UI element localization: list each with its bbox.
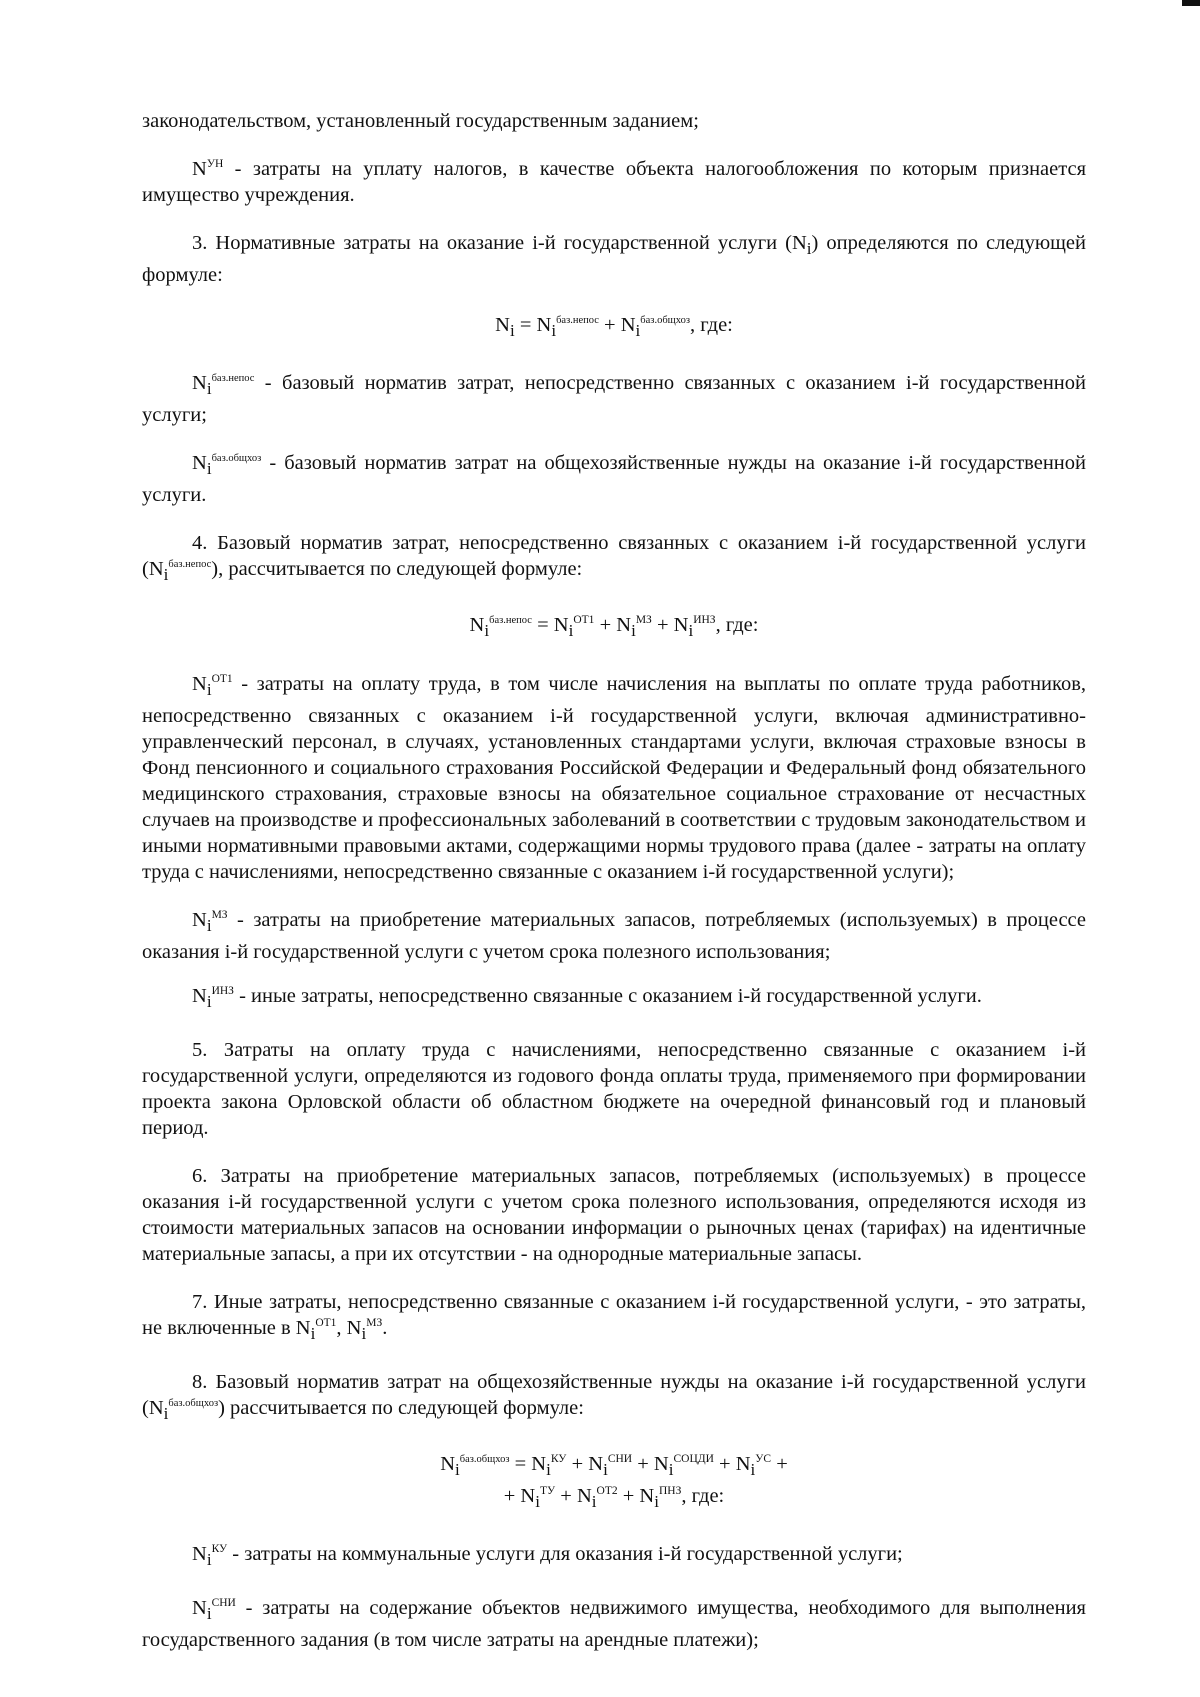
superscript-label: баз.непос xyxy=(489,615,532,627)
subscript-index: i xyxy=(206,1604,212,1624)
superscript-label: ТУ xyxy=(539,1485,556,1498)
subscript-index: i xyxy=(551,321,557,341)
paragraph-3 xyxy=(142,230,1086,288)
superscript-label: баз.непос xyxy=(556,315,599,327)
text-run: N xyxy=(192,372,207,395)
subscript-index: i xyxy=(654,1492,659,1512)
subscript-index: i xyxy=(163,565,169,585)
text-run: , где: xyxy=(715,614,759,637)
text-run: = N xyxy=(509,1453,547,1476)
subscript-index: i xyxy=(206,379,212,399)
text-run: 8. Базовый норматив затрат на общехозяйственные нужды на оказание i-й государственной услуги (N xyxy=(142,1370,1086,1419)
definition-nun xyxy=(142,156,1086,208)
superscript-label: баз.общхоз xyxy=(640,315,690,327)
superscript-label: ИНЗ xyxy=(693,614,716,627)
superscript-label: баз.общхоз xyxy=(211,453,262,465)
formula-line-2 xyxy=(142,1483,1086,1515)
subscript-index: i xyxy=(668,1460,674,1480)
text-run: ) определяются по следующей формуле: xyxy=(142,232,1087,287)
text-run: N xyxy=(192,672,207,695)
definition-baz-obshhoz xyxy=(142,450,1086,508)
text-run: - базовый норматив затрат, непосредственно связанных с оказанием i-й государственной услуги; xyxy=(142,372,1086,427)
subscript-index: i xyxy=(603,1460,608,1480)
text-run: + N xyxy=(555,1485,592,1508)
subscript-index: i xyxy=(163,1404,169,1424)
subscript-index: i xyxy=(631,621,636,641)
definition-baz-nepos xyxy=(142,370,1086,428)
text-run: + N xyxy=(651,614,689,637)
superscript-label: ОТ1 xyxy=(211,672,233,685)
superscript-label: баз.непос xyxy=(168,559,212,571)
text-run: + N xyxy=(598,314,636,337)
paragraph-6: 6. Затраты на приобретение материальных запасов, потребляемых (используемых) в процессе оказания i-й государственной услуги с учетом срока полезного использования, определяются исходя из стоимости материальных запасов на основании информации о рыночных ценах (тарифах) на идентичные материальные запасы, а при их отсутствии - на однородные материальные запасы. xyxy=(142,1164,1086,1265)
subscript-index: i xyxy=(206,1550,212,1570)
superscript-label: КУ xyxy=(211,1543,228,1556)
superscript-label: СНИ xyxy=(211,1597,236,1610)
superscript-label: КУ xyxy=(550,1453,567,1466)
text-run: , где: xyxy=(690,314,733,337)
definition-mz xyxy=(142,907,1086,965)
subscript-index: i xyxy=(591,1492,597,1512)
text-run: 4. Базовый норматив затрат, непосредственно связанных с оказанием i-й государственной услуги (N xyxy=(142,532,1086,581)
definition-ku xyxy=(142,1541,1086,1573)
text-run: + xyxy=(771,1453,788,1476)
superscript-label: МЗ xyxy=(211,908,228,921)
superscript-label: баз.общхоз xyxy=(459,1454,510,1466)
formula-ni xyxy=(142,312,1086,344)
paragraph-7 xyxy=(142,1289,1086,1347)
subscript-index: i xyxy=(361,1323,367,1343)
definition-sni xyxy=(142,1595,1086,1653)
text-run: - затраты на приобретение материальных запасов, потребляемых (используемых) в процессе оказания i-й государственной услуги с учетом срока полезного использования; xyxy=(142,908,1086,963)
text-run: + N xyxy=(594,614,632,637)
subscript-index: i xyxy=(310,1323,316,1343)
text-run: + N xyxy=(713,1453,751,1476)
text-run: - иные затраты, непосредственно связанные с оказанием i-й государственной услуги. xyxy=(233,984,982,1007)
superscript-label: УС xyxy=(755,1453,772,1466)
text-run: - затраты на коммунальные услуги для оказания i-й государственной услуги; xyxy=(227,1543,903,1566)
superscript-label: МЗ xyxy=(366,1316,383,1329)
superscript-label: МЗ xyxy=(635,614,652,627)
paragraph-5: 5. Затраты на оплату труда с начислениями, непосредственно связанные с оказанием i-й государственной услуги, определяются из годового фонда оплаты труда, применяемого при формировании проекта закона Орловской области об областном бюджете на очередной финансовый год и плановый период. xyxy=(142,1038,1086,1139)
superscript-label: СОЦДИ xyxy=(673,1453,714,1466)
text-run: - затраты на оплату труда, в том числе начисления на выплаты по оплате труда работников, непосредственно связанных с оказанием i-й государственной услуги, включая административно-управленческий персонал, в случаях, установленных стандартами услуги, включая страховые взносы в Фонд пенсионного и социального страхования Российской Федерации и Федеральный фонд обязательного медицинского страхования, страховые взносы на обязательное социальное страхование от несчастных случаев на производстве и профессиональных заболеваний в соответствии с трудовым законодательством и иными нормативными правовыми актами, содержащими нормы трудового права (далее - затраты на оплату труда с начислениями, непосредственно связанные с оказанием i-й государственной услуги); xyxy=(142,672,1086,883)
text-run: + N xyxy=(566,1453,604,1476)
superscript-label: СНИ xyxy=(607,1453,633,1466)
scan-corner-mark xyxy=(1182,0,1200,6)
subscript-index: i xyxy=(509,321,515,341)
superscript-label: ОТ1 xyxy=(573,614,595,627)
subscript-index: i xyxy=(455,1460,460,1480)
text-run: N xyxy=(192,984,207,1007)
subscript-index: i xyxy=(206,459,212,479)
text-run: N xyxy=(469,614,485,637)
text-run: = N xyxy=(531,614,569,637)
text-run: + N xyxy=(503,1485,536,1508)
text-run: N xyxy=(192,1543,207,1566)
text-run: N xyxy=(192,1597,207,1620)
text-run: N xyxy=(192,908,207,931)
document-page xyxy=(142,108,1086,1653)
text-run: 7. Иные затраты, непосредственно связанные с оказанием i-й государственной услуги, - это затраты, не включенные в N xyxy=(142,1290,1086,1339)
text-run: = N xyxy=(514,314,552,337)
subscript-index: i xyxy=(546,1460,551,1480)
text-run: - базовый норматив затрат на общехозяйственные нужды на оказание i-й государственной услуги. xyxy=(142,452,1086,507)
text-run: - затраты на содержание объектов недвижимого имущества, необходимого для выполнения государственного задания (в том числе затраты на арендные платежи); xyxy=(142,1597,1086,1652)
text-run: N xyxy=(192,452,207,475)
text-run: - затраты на уплату налогов, в качестве объекта налогообложения по которым признается имущество учреждения. xyxy=(142,158,1086,206)
superscript-label: УН xyxy=(206,158,224,170)
paragraph-4 xyxy=(142,530,1086,588)
text-run: + N xyxy=(632,1453,669,1476)
subscript-index: i xyxy=(206,991,212,1011)
definition-ot1 xyxy=(142,671,1086,885)
text-run: N xyxy=(192,158,207,180)
subscript-index: i xyxy=(206,679,212,699)
superscript-label: ОТ2 xyxy=(596,1485,618,1498)
superscript-label: ИНЗ xyxy=(211,984,234,997)
superscript-label: баз.общхоз xyxy=(168,1397,219,1409)
superscript-label: ПНЗ xyxy=(659,1485,682,1498)
text-run: , N xyxy=(336,1316,362,1339)
superscript-label: баз.непос xyxy=(211,373,255,385)
subscript-index: i xyxy=(635,321,641,341)
subscript-index: i xyxy=(688,621,694,641)
subscript-index: i xyxy=(206,915,212,935)
text-run: ), рассчитывается по следующей формуле: xyxy=(211,558,583,581)
text-run: N xyxy=(440,1453,456,1476)
subscript-index: i xyxy=(568,621,574,641)
formula-baz-obshhoz xyxy=(142,1451,1086,1515)
paragraph-8 xyxy=(142,1369,1086,1427)
subscript-index: i xyxy=(750,1460,756,1480)
text-run: . xyxy=(382,1316,388,1339)
text-run: , где: xyxy=(681,1485,725,1508)
text-run: + N xyxy=(617,1485,655,1508)
formula-baz-nepos xyxy=(142,612,1086,644)
intro-line: законодательством, установленный государственным заданием; xyxy=(142,110,699,132)
subscript-index: i xyxy=(535,1492,540,1512)
text-run: N xyxy=(495,314,510,337)
text-run: ) рассчитывается по следующей формуле: xyxy=(218,1396,584,1419)
subscript-index: i xyxy=(806,239,812,259)
subscript-index: i xyxy=(484,621,490,641)
definition-inz xyxy=(142,983,1086,1015)
superscript-label: ОТ1 xyxy=(315,1316,337,1329)
text-run: 3. Нормативные затраты на оказание i-й государственной услуги (N xyxy=(192,232,807,254)
formula-line-1 xyxy=(142,1451,1086,1483)
